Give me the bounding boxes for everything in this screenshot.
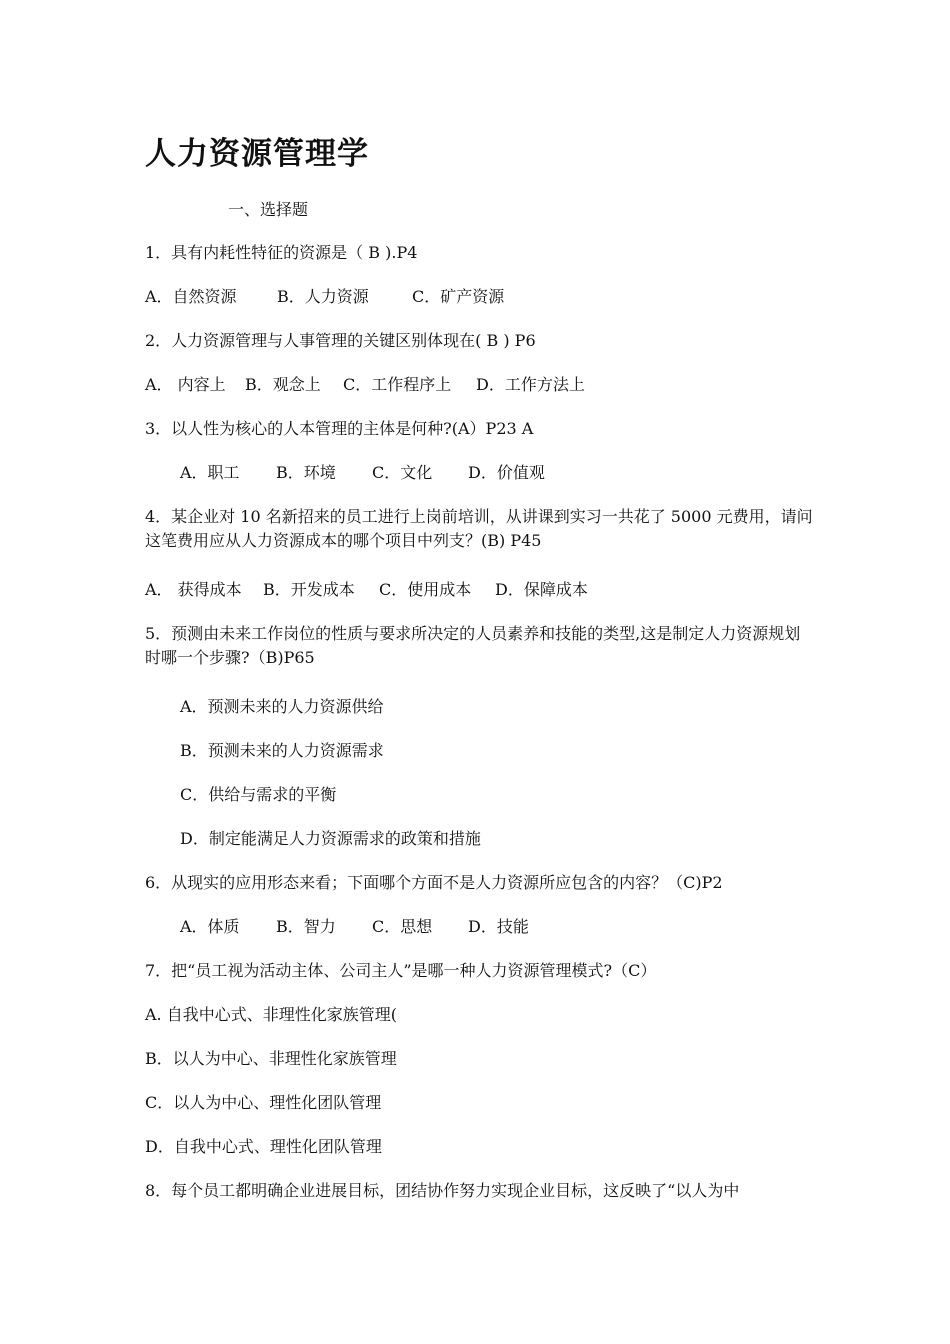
q6-option-c: C．思想 [372, 917, 433, 936]
document-title: 人力资源管理学 [145, 136, 369, 172]
question-1-options [145, 285, 504, 309]
q3-option-a: A．职工 [180, 463, 240, 482]
question-6-stem: 6．从现实的应用形态来看；下面哪个方面不是人力资源所应包含的内容？（C)P2 [145, 873, 723, 892]
q4-option-c: C．使用成本 [379, 580, 472, 599]
question-8-stem: 8．每个员工都明确企业进展目标，团结协作努力实现企业目标，这反映了“以人为中 [145, 1181, 740, 1200]
q7-option-b: B．以人为中心、非理性化家族管理 [145, 1049, 397, 1068]
q7-option-d: D．自我中心式、理性化团队管理 [145, 1137, 382, 1156]
question-3-options [180, 461, 545, 485]
q5-option-b: B．预测未来的人力资源需求 [180, 741, 384, 760]
q6-option-a: A．体质 [180, 917, 240, 936]
q2-option-d: D．工作方法上 [476, 375, 585, 394]
question-6-options [180, 915, 529, 939]
q2-option-c: C．工作程序上 [343, 375, 452, 394]
question-4-stem: 4．某企业对 10 名新招来的员工进行上岗前培训，从讲课到实习一共花了 5000 元费用，请问这笔费用应从人力资源成本的哪个项目中列支？(B) P45 [145, 507, 813, 550]
question-3-stem: 3．以人性为核心的人本管理的主体是何种?(A）P23 A [145, 419, 534, 438]
question-2-options [145, 373, 585, 397]
q6-option-d: D．技能 [468, 917, 529, 936]
q1-option-c: C．矿产资源 [412, 287, 505, 306]
question-1-stem: 1．具有内耗性特征的资源是（ B ).P4 [145, 243, 418, 262]
q6-option-b: B．智力 [276, 917, 336, 936]
question-2-stem: 2．人力资源管理与人事管理的关键区别体现在( B ) P6 [145, 331, 536, 350]
q3-option-d: D．价值观 [468, 463, 545, 482]
q4-option-a: A． 获得成本 [145, 580, 242, 599]
q5-option-d: D．制定能满足人力资源需求的政策和措施 [180, 829, 481, 848]
q5-option-a: A．预测未来的人力资源供给 [180, 697, 384, 716]
q1-option-b: B．人力资源 [277, 287, 369, 306]
q2-option-a: A． 内容上 [145, 375, 226, 394]
q1-option-a: A．自然资源 [145, 287, 237, 306]
q4-option-d: D．保障成本 [495, 580, 588, 599]
q3-option-b: B．环境 [276, 463, 336, 482]
q7-option-c: C．以人为中心、理性化团队管理 [145, 1093, 382, 1112]
q4-option-b: B．开发成本 [263, 580, 355, 599]
question-4-options [145, 578, 588, 602]
section-heading: 一、选择题 [228, 200, 309, 219]
question-7-stem: 7．把“员工视为活动主体、公司主人”是哪一种人力资源管理模式?（C） [145, 961, 657, 980]
q3-option-c: C．文化 [372, 463, 433, 482]
q2-option-b: B．观念上 [245, 375, 321, 394]
question-5-stem: 5．预测由未来工作岗位的性质与要求所决定的人员素养和技能的类型,这是制定人力资源规划时哪一个步骤?（B)P65 [145, 624, 801, 667]
q5-option-c: C．供给与需求的平衡 [180, 785, 337, 804]
q7-option-a: A. 自我中心式、非理性化家族管理( [145, 1005, 397, 1024]
